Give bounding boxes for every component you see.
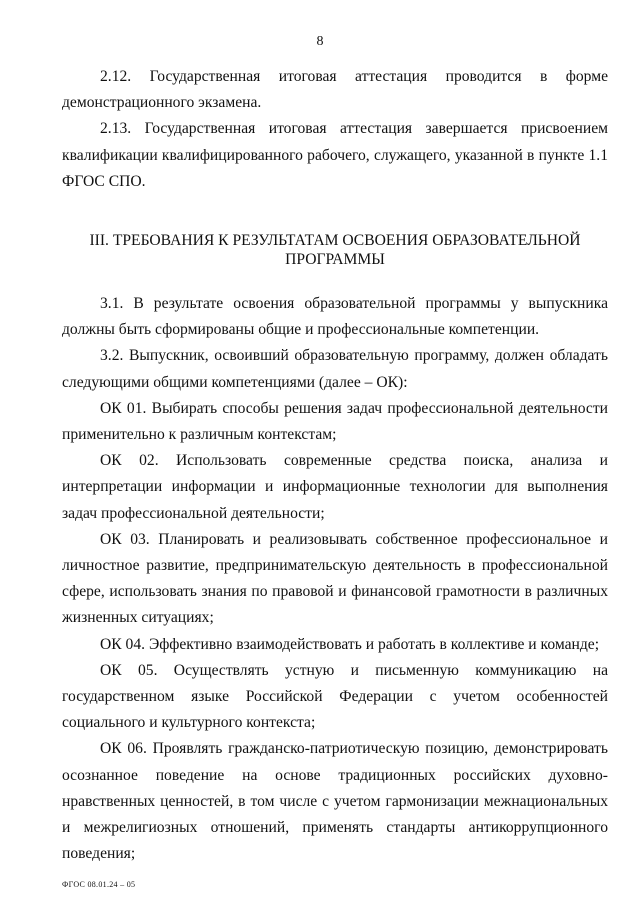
section-heading: III. ТРЕБОВАНИЯ К РЕЗУЛЬТАТАМ ОСВОЕНИЯ ОБРАЗОВАТЕЛЬНОЙ ПРОГРАММЫ xyxy=(89,232,581,269)
document-footer-code: ФГОС 08.01.24 – 05 xyxy=(62,880,136,889)
competency-ok-04: ОК 04. Эффективно взаимодействовать и работать в коллективе и команде; xyxy=(100,635,600,653)
competency-ok-03: ОК 03. Планировать и реализовывать собственное профессиональное и личностное развитие, предпринимательскую деятельность в профессиональной сфере, использовать знания по правовой и финансовой грамотности в различных жизненных ситуациях; xyxy=(62,530,608,627)
competency-ok-06: ОК 06. Проявлять гражданско-патриотическую позицию, демонстрировать осознанное поведение на основе традиционных российских духовно-нравственных ценностей, в том числе с учетом гармонизации межнациональных и межрелигиозных отношений, применять стандарты антикоррупционного поведения; xyxy=(62,740,608,863)
page-content xyxy=(62,64,608,867)
competency-ok-02: ОК 02. Использовать современные средства поиска, анализа и интерпретации информации и информационные технологии для выполнения задач профессиональной деятельности; xyxy=(62,452,608,522)
paragraph-3-2: 3.2. Выпускник, освоивший образовательную программу, должен обладать следующими общими компетенциями (далее – ОК): xyxy=(62,347,608,391)
paragraph-3-1: 3.1. В результате освоения образовательной программы у выпускника должны быть сформированы общие и профессиональные компетенции. xyxy=(62,295,608,339)
competency-ok-05: ОК 05. Осуществлять устную и письменную коммуникацию на государственном языке Российской Федерации с учетом особенностей социального и культурного контекста; xyxy=(62,661,608,732)
competency-ok-01: ОК 01. Выбирать способы решения задач профессиональной деятельности применительно к различным контекстам; xyxy=(62,399,608,444)
page-number: 8 xyxy=(316,34,324,49)
paragraph-2-13: 2.13. Государственная итоговая аттестация завершается присвоением квалификации квалифицированного рабочего, служащего, указанной в пункте 1.1 ФГОС СПО. xyxy=(62,120,608,190)
paragraph-2-12: 2.12. Государственная итоговая аттестация проводится в форме демонстрационного экзамена. xyxy=(62,68,608,112)
